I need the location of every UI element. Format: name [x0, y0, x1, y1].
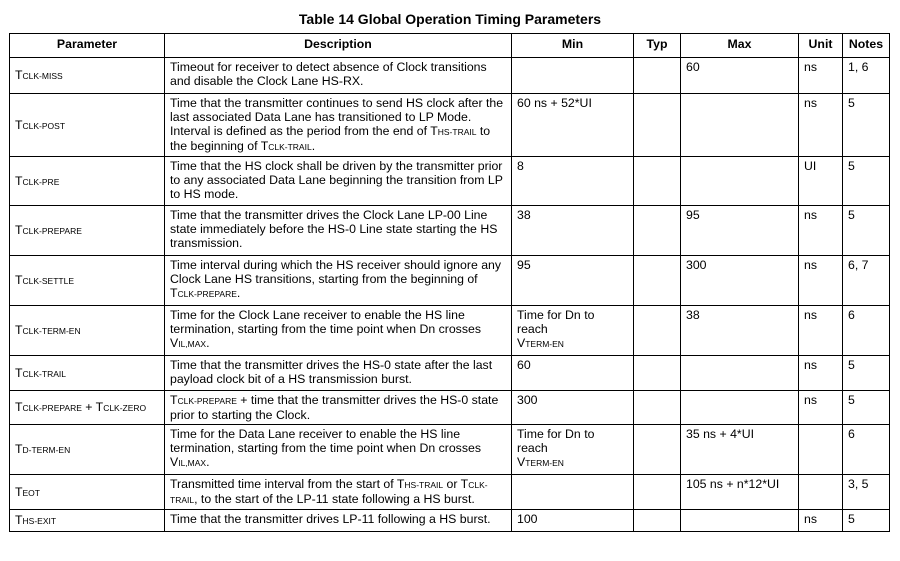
- notes-cell: 6: [843, 425, 890, 475]
- description-cell-text: Time that the HS clock shall be driven by the transmitter prior: [170, 159, 503, 173]
- typ-cell: [634, 306, 681, 356]
- notes-cell: 6, 7: [843, 256, 890, 306]
- param-cell-text: T: [15, 223, 23, 237]
- description-cell: [165, 256, 512, 306]
- typ-cell: [634, 356, 681, 391]
- description-cell-text: Clock Lane HS transitions, starting from the beginning of: [170, 272, 478, 286]
- unit-cell: [799, 475, 843, 510]
- min-cell: [512, 510, 634, 532]
- min-cell-text: 60 ns + 52*UI: [517, 96, 592, 110]
- param-cell-subscript: CLK-PREPARE: [22, 226, 82, 236]
- description-cell-subscript: HS-TRAIL: [437, 127, 477, 137]
- max-cell: [681, 391, 799, 425]
- table-row: [10, 58, 890, 94]
- min-cell: [512, 58, 634, 94]
- header-unit: Unit: [799, 34, 843, 58]
- description-cell-text: .: [236, 286, 241, 300]
- description-cell-text: Timeout for receiver to detect absence of Clock transitions: [170, 60, 487, 74]
- notes-cell: 5: [843, 391, 890, 425]
- description-cell-text: last associated Data Lane has transitioned to LP Mode.: [170, 110, 472, 124]
- description-cell: [165, 58, 512, 94]
- typ-cell: [634, 206, 681, 256]
- max-cell: [681, 510, 799, 532]
- min-cell: [512, 206, 634, 256]
- min-cell: [512, 356, 634, 391]
- description-cell-text: .: [311, 139, 316, 153]
- description-cell-text: , to the start of the LP-11 state following a HS burst.: [194, 492, 475, 506]
- max-cell-text: 38: [686, 308, 700, 322]
- description-cell-text: termination, starting from the time point when Dn crosses: [170, 322, 481, 336]
- param-cell-subscript: CLK-ZERO: [103, 403, 147, 413]
- param-cell-subscript: EOT: [22, 487, 40, 498]
- param-cell: [10, 256, 165, 306]
- param-cell: [10, 206, 165, 256]
- max-cell: [681, 58, 799, 94]
- param-cell: [10, 475, 165, 510]
- typ-cell: [634, 391, 681, 425]
- min-cell-text: Time for Dn to reach: [517, 308, 595, 336]
- max-cell: [681, 157, 799, 206]
- unit-cell: ns: [799, 391, 843, 425]
- min-cell-text: 60: [517, 358, 531, 372]
- param-cell-subscript: CLK-MISS: [22, 71, 63, 81]
- max-cell: [681, 94, 799, 157]
- min-cell: [512, 425, 634, 475]
- description-cell-text: .: [206, 455, 210, 469]
- min-cell-subscript: TERM-EN: [525, 339, 564, 349]
- typ-cell: [634, 475, 681, 510]
- description-cell-subscript: TRAIL: [170, 495, 195, 505]
- unit-cell: ns: [799, 256, 843, 306]
- table-row: [10, 256, 890, 306]
- description-cell: [165, 306, 512, 356]
- unit-cell: ns: [799, 206, 843, 256]
- description-cell: [165, 206, 512, 256]
- min-cell-text: 8: [517, 159, 524, 173]
- unit-cell: ns: [799, 94, 843, 157]
- description-cell-text: Time that the transmitter drives LP-11 following a HS burst.: [170, 512, 491, 526]
- typ-cell: [634, 94, 681, 157]
- param-cell-text: T: [15, 365, 23, 380]
- min-cell-text: Time for Dn to reach: [517, 427, 595, 455]
- description-cell: [165, 356, 512, 391]
- table-row: [10, 510, 890, 532]
- description-cell-text: the beginning of T: [170, 139, 269, 153]
- description-cell-subscript: HS-TRAIL: [404, 480, 444, 490]
- header-parameter: Parameter: [10, 34, 165, 58]
- param-cell-text: T: [15, 400, 23, 414]
- description-cell-subscript: CLK-PREPARE: [177, 289, 237, 299]
- notes-cell: 3, 5: [843, 475, 890, 510]
- table-row: [10, 206, 890, 256]
- min-cell-text: 300: [517, 393, 538, 407]
- table-row: [10, 356, 890, 391]
- min-cell: [512, 256, 634, 306]
- description-cell-subscript: IL,MAX: [178, 339, 207, 349]
- param-cell-text: T: [15, 173, 23, 188]
- timing-parameters-table: [9, 33, 890, 532]
- param-cell-text: T: [15, 323, 23, 337]
- unit-cell: ns: [799, 356, 843, 391]
- unit-cell: [799, 425, 843, 475]
- param-cell-subscript: HS-EXIT: [22, 516, 57, 526]
- description-cell-subscript: CLK-: [468, 480, 488, 490]
- table-row: [10, 391, 890, 425]
- description-cell-text: to HS mode.: [170, 187, 239, 201]
- notes-cell: 5: [843, 94, 890, 157]
- table-row: [10, 475, 890, 510]
- description-cell-text: transmission.: [170, 236, 243, 250]
- description-cell-text: Time interval during which the HS receiver should ignore any: [170, 258, 502, 272]
- unit-cell: ns: [799, 306, 843, 356]
- param-cell-text: T: [15, 273, 23, 287]
- description-cell: [165, 510, 512, 532]
- description-cell-subscript: CLK-PREPARE: [177, 396, 237, 406]
- table-row: [10, 94, 890, 157]
- typ-cell: [634, 510, 681, 532]
- min-cell-text: 95: [517, 258, 531, 272]
- description-cell-text: + time that the transmitter drives the HS-0 state: [236, 393, 499, 407]
- header-min: Min: [512, 34, 634, 58]
- min-cell-text: 100: [517, 512, 538, 526]
- description-cell-subscript: IL,MAX: [178, 458, 207, 468]
- max-cell: [681, 206, 799, 256]
- header-notes: Notes: [843, 34, 890, 58]
- param-cell-subscript: CLK-SETTLE: [22, 276, 75, 286]
- description-cell-subscript: CLK-TRAIL: [268, 142, 312, 152]
- notes-cell: 5: [843, 206, 890, 256]
- header-row: [10, 34, 890, 58]
- param-cell: [10, 94, 165, 157]
- typ-cell: [634, 256, 681, 306]
- table-body: [10, 58, 890, 532]
- description-cell-text: Time that the transmitter drives the HS-0 state after the last: [170, 358, 493, 372]
- description-cell-text: Time for the Clock Lane receiver to enable the HS line: [170, 308, 465, 322]
- description-cell-text: .: [206, 336, 210, 350]
- max-cell-text: 35 ns + 4*UI: [686, 427, 755, 441]
- description-cell-text: and disable the Clock Lane HS-RX.: [170, 74, 364, 88]
- param-cell-text: T: [15, 484, 23, 499]
- min-cell: [512, 157, 634, 206]
- max-cell-text: 95: [686, 208, 700, 222]
- notes-cell: 5: [843, 157, 890, 206]
- param-cell-subscript: CLK-PREPARE: [22, 403, 82, 413]
- param-cell: [10, 425, 165, 475]
- description-cell: [165, 94, 512, 157]
- param-cell: [10, 157, 165, 206]
- param-cell: [10, 391, 165, 425]
- description-cell-text: Transmitted time interval from the start of T: [170, 477, 405, 491]
- max-cell: [681, 475, 799, 510]
- unit-cell: ns: [799, 510, 843, 532]
- max-cell-text: 105 ns + n*12*UI: [686, 477, 780, 491]
- min-cell-text: 38: [517, 208, 531, 222]
- param-cell-subscript: CLK-TERM-EN: [22, 326, 81, 336]
- description-cell-text: termination, starting from the time point when Dn crosses: [170, 441, 481, 455]
- typ-cell: [634, 58, 681, 94]
- notes-cell: 6: [843, 306, 890, 356]
- typ-cell: [634, 425, 681, 475]
- description-cell-text: T: [170, 286, 178, 300]
- param-cell-subscript: CLK-POST: [22, 120, 66, 131]
- description-cell-text: Time for the Data Lane receiver to enable the HS line: [170, 427, 461, 441]
- max-cell: [681, 356, 799, 391]
- min-cell: [512, 306, 634, 356]
- table-row: [10, 425, 890, 475]
- notes-cell: 5: [843, 356, 890, 391]
- param-cell-text: T: [15, 117, 23, 132]
- min-cell: [512, 94, 634, 157]
- notes-cell: 5: [843, 510, 890, 532]
- param-cell-text: T: [15, 68, 23, 82]
- table-row: [10, 157, 890, 206]
- param-cell: [10, 58, 165, 94]
- max-cell: [681, 425, 799, 475]
- param-cell-subscript: D-TERM-EN: [22, 445, 71, 455]
- description-cell-text: to any associated Data Lane beginning the transition from LP: [170, 173, 503, 187]
- header-typ: Typ: [634, 34, 681, 58]
- description-cell-text: state immediately before the HS-0 Line state starting the HS: [170, 222, 498, 236]
- min-cell-text: V: [517, 336, 526, 350]
- description-cell-text: V: [170, 336, 179, 350]
- param-cell-text: T: [15, 513, 23, 527]
- param-cell: [10, 306, 165, 356]
- description-cell-text: or T: [443, 477, 469, 491]
- param-cell-subscript: CLK-TRAIL: [22, 368, 66, 379]
- param-cell: [10, 356, 165, 391]
- min-cell-subscript: TERM-EN: [525, 458, 564, 468]
- table-row: [10, 306, 890, 356]
- max-cell-text: 60: [686, 60, 700, 74]
- unit-cell: UI: [799, 157, 843, 206]
- param-cell-text: T: [15, 442, 23, 456]
- typ-cell: [634, 157, 681, 206]
- description-cell-text: Interval is defined as the period from the end of T: [170, 124, 438, 138]
- max-cell-text: 300: [686, 258, 707, 272]
- unit-cell: ns: [799, 58, 843, 94]
- description-cell-text: V: [170, 455, 179, 469]
- description-cell-text: T: [170, 393, 178, 407]
- header-max: Max: [681, 34, 799, 58]
- min-cell-text: V: [517, 455, 526, 469]
- notes-cell: 1, 6: [843, 58, 890, 94]
- description-cell-text: Time that the transmitter drives the Clock Lane LP-00 Line: [170, 208, 488, 222]
- description-cell-text: payload clock bit of a HS transmission burst.: [170, 372, 412, 386]
- description-cell-text: Time that the transmitter continues to send HS clock after the: [170, 96, 504, 110]
- max-cell: [681, 306, 799, 356]
- table-title: Table 14 Global Operation Timing Parameters: [298, 11, 602, 27]
- description-cell: [165, 391, 512, 425]
- description-cell-text: prior to starting the Clock.: [170, 408, 311, 422]
- description-cell: [165, 157, 512, 206]
- header-description: Description: [165, 34, 512, 58]
- description-cell-text: to: [476, 124, 491, 138]
- param-cell-text: + T: [81, 400, 104, 414]
- param-cell-subscript: CLK-PRE: [22, 176, 60, 187]
- min-cell: [512, 475, 634, 510]
- max-cell: [681, 256, 799, 306]
- param-cell: [10, 510, 165, 532]
- description-cell: [165, 475, 512, 510]
- min-cell: [512, 391, 634, 425]
- description-cell: [165, 425, 512, 475]
